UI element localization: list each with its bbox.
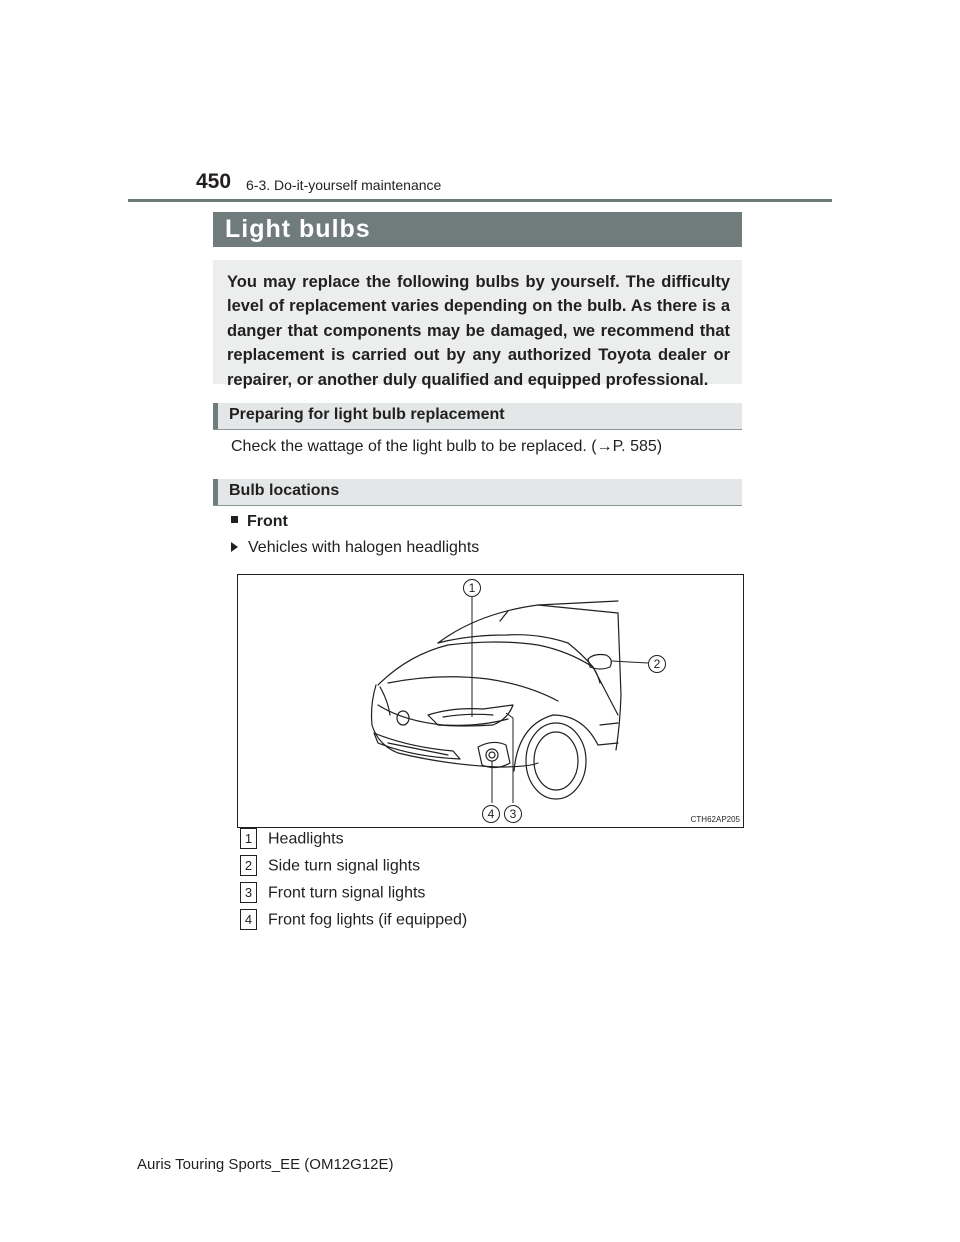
- locations-heading: Bulb locations: [229, 482, 340, 499]
- callout-3: 3: [504, 805, 522, 823]
- intro-text: You may replace the following bulbs by yourself. The difficulty level of replacement varies depending on the bulb. As there is a danger that components may be damaged, we recommend that replacement is carried out by any authorized Toyota dealer or repairer, or another duly qualified and equipped professional.: [227, 273, 730, 389]
- bulb-location-figure: [237, 574, 744, 828]
- list-label: Front turn signal lights: [268, 884, 426, 902]
- section-title: 6-3. Do-it-yourself maintenance: [246, 177, 442, 193]
- preparing-text: Check the wattage of the light bulb to be replaced. (→P. 585): [231, 438, 663, 455]
- callout-4: 4: [482, 805, 500, 823]
- car-illustration: [238, 575, 743, 827]
- list-number: 4: [240, 909, 257, 930]
- callout-1: 1: [463, 579, 481, 597]
- vehicle-type-text: Vehicles with halogen headlights: [248, 539, 480, 556]
- list-label: Headlights: [268, 830, 344, 848]
- vehicle-type-label: [231, 539, 479, 557]
- heading-accent: [213, 479, 218, 505]
- front-label: [231, 513, 288, 531]
- preparing-heading: Preparing for light bulb replacement: [229, 406, 505, 423]
- page-title: Light bulbs: [225, 215, 371, 243]
- list-label: Side turn signal lights: [268, 857, 421, 875]
- header-rule: [128, 199, 832, 202]
- page-number: 450: [196, 170, 232, 193]
- heading-accent: [213, 403, 218, 429]
- figure-code: CTH62AP205: [690, 815, 740, 824]
- footer-manual-id: Auris Touring Sports_EE (OM12G12E): [137, 1156, 394, 1173]
- list-item: [240, 883, 425, 905]
- list-number: 1: [240, 828, 257, 849]
- list-item: [240, 856, 420, 878]
- title-bar: [213, 212, 742, 247]
- preparing-heading-bar: [213, 403, 742, 430]
- list-item: [240, 829, 344, 851]
- intro-box: [213, 260, 742, 389]
- triangle-bullet-icon: [231, 542, 238, 552]
- locations-heading-bar: [213, 479, 742, 506]
- list-label: Front fog lights (if equipped): [268, 911, 468, 929]
- square-bullet-icon: [231, 516, 238, 523]
- list-number: 3: [240, 882, 257, 903]
- list-number: 2: [240, 855, 257, 876]
- callout-2: 2: [648, 655, 666, 673]
- front-label-text: Front: [247, 513, 288, 530]
- list-item: [240, 910, 467, 932]
